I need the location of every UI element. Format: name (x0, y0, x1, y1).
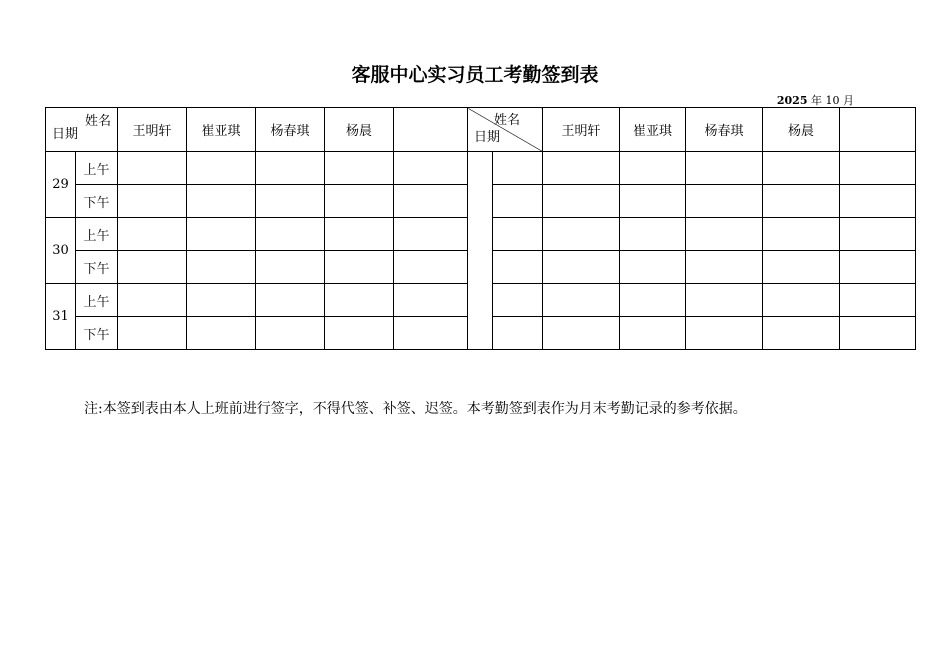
table-row (46, 152, 916, 185)
signature-cell[interactable] (686, 317, 763, 350)
signature-cell[interactable] (118, 218, 187, 251)
left-name-header (394, 108, 468, 152)
signature-cell[interactable] (187, 317, 256, 350)
signature-cell[interactable] (620, 284, 686, 317)
period-cell: 上午 (76, 152, 118, 185)
period-cell: 上午 (76, 218, 118, 251)
signature-cell[interactable] (256, 284, 325, 317)
signature-cell[interactable] (686, 218, 763, 251)
signature-cell[interactable] (118, 284, 187, 317)
signature-cell[interactable] (763, 251, 840, 284)
signature-cell[interactable] (394, 152, 468, 185)
right-name-header: 王明轩 (543, 108, 620, 152)
signature-cell[interactable] (325, 218, 394, 251)
day-cell: 30 (46, 218, 76, 284)
signature-cell[interactable] (187, 152, 256, 185)
date-header-label: 日期 (474, 130, 501, 145)
signature-cell[interactable] (840, 317, 916, 350)
signature-cell[interactable] (325, 317, 394, 350)
signature-cell[interactable] (686, 251, 763, 284)
signature-cell[interactable] (256, 251, 325, 284)
right-period-cell (493, 284, 543, 317)
right-corner-header (468, 108, 543, 152)
signature-cell[interactable] (763, 185, 840, 218)
signature-cell[interactable] (394, 284, 468, 317)
signature-cell[interactable] (840, 218, 916, 251)
right-period-cell (493, 317, 543, 350)
signature-cell[interactable] (543, 218, 620, 251)
signature-cell[interactable] (763, 218, 840, 251)
signature-cell[interactable] (187, 218, 256, 251)
right-period-cell (493, 152, 543, 185)
name-header-label: 姓名 (494, 113, 521, 128)
left-name-header: 杨晨 (325, 108, 394, 152)
signature-cell[interactable] (543, 251, 620, 284)
signature-cell[interactable] (840, 185, 916, 218)
signature-cell[interactable] (187, 251, 256, 284)
right-name-header (840, 108, 916, 152)
signature-cell[interactable] (118, 317, 187, 350)
signature-cell[interactable] (118, 152, 187, 185)
day-cell: 29 (46, 152, 76, 218)
signature-cell[interactable] (118, 185, 187, 218)
signature-cell[interactable] (620, 185, 686, 218)
left-corner-header (46, 108, 118, 152)
right-name-header: 杨春琪 (686, 108, 763, 152)
signature-cell[interactable] (256, 185, 325, 218)
date-year-unit: 年 (811, 94, 822, 107)
page-title: 客服中心实习员工考勤签到表 (351, 64, 599, 86)
signature-cell[interactable] (686, 152, 763, 185)
signature-cell[interactable] (620, 251, 686, 284)
footnote: 注:本签到表由本人上班前进行签字，不得代签、补签、迟签。本考勤签到表作为月末考勤记录的参考依据。 (84, 401, 747, 417)
signature-cell[interactable] (394, 317, 468, 350)
signature-cell[interactable] (763, 152, 840, 185)
signature-cell[interactable] (394, 251, 468, 284)
signature-cell[interactable] (620, 218, 686, 251)
name-header-label: 姓名 (84, 114, 111, 129)
period-cell: 下午 (76, 251, 118, 284)
signature-cell[interactable] (620, 317, 686, 350)
signature-cell[interactable] (763, 284, 840, 317)
right-day-column (468, 152, 493, 350)
signature-cell[interactable] (394, 218, 468, 251)
signature-cell[interactable] (763, 317, 840, 350)
right-period-cell (493, 218, 543, 251)
date-label (777, 92, 854, 108)
signature-cell[interactable] (394, 185, 468, 218)
attendance-table (45, 107, 916, 350)
date-month-unit: 月 (843, 94, 854, 107)
signature-cell[interactable] (256, 317, 325, 350)
signature-cell[interactable] (543, 152, 620, 185)
header-row (46, 108, 916, 152)
left-name-header: 崔亚琪 (187, 108, 256, 152)
signature-cell[interactable] (256, 218, 325, 251)
left-name-header: 王明轩 (118, 108, 187, 152)
signature-cell[interactable] (256, 152, 325, 185)
period-cell: 下午 (76, 185, 118, 218)
signature-cell[interactable] (686, 185, 763, 218)
date-year: 2025 (776, 94, 808, 107)
period-cell: 下午 (76, 317, 118, 350)
signature-cell[interactable] (543, 317, 620, 350)
date-header-label: 日期 (52, 127, 79, 142)
signature-cell[interactable] (840, 251, 916, 284)
date-month: 10 (825, 94, 840, 107)
left-name-header: 杨春琪 (256, 108, 325, 152)
signature-cell[interactable] (325, 251, 394, 284)
signature-cell[interactable] (187, 185, 256, 218)
signature-cell[interactable] (543, 284, 620, 317)
signature-cell[interactable] (620, 152, 686, 185)
signature-cell[interactable] (543, 185, 620, 218)
signature-cell[interactable] (325, 185, 394, 218)
signature-cell[interactable] (840, 152, 916, 185)
right-period-cell (493, 185, 543, 218)
signature-cell[interactable] (325, 152, 394, 185)
period-cell: 上午 (76, 284, 118, 317)
right-period-cell (493, 251, 543, 284)
right-name-header: 杨晨 (763, 108, 840, 152)
signature-cell[interactable] (840, 284, 916, 317)
signature-cell[interactable] (325, 284, 394, 317)
signature-cell[interactable] (187, 284, 256, 317)
signature-cell[interactable] (686, 284, 763, 317)
signature-cell[interactable] (118, 251, 187, 284)
day-cell: 31 (46, 284, 76, 350)
right-name-header: 崔亚琪 (620, 108, 686, 152)
